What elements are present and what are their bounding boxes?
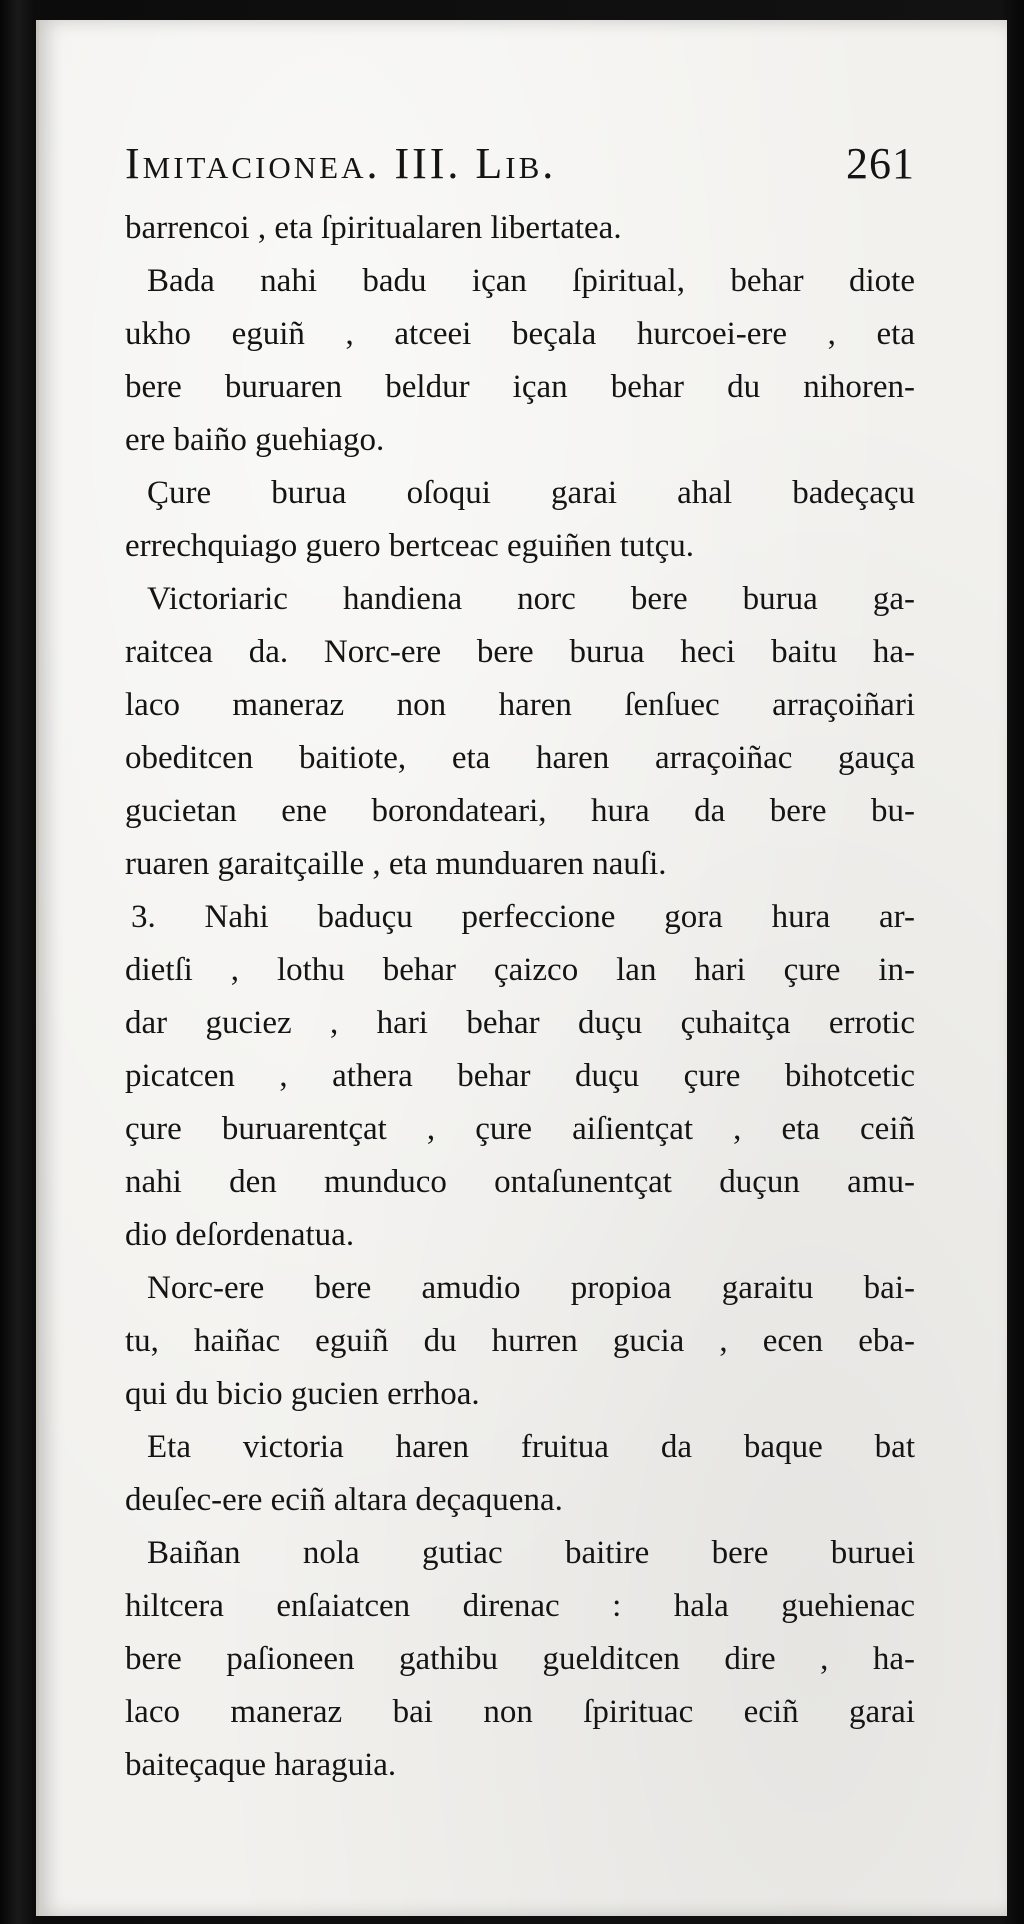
- text-line: Baiñan nola gutiac baitire bere buruei: [147, 1535, 915, 1571]
- text-line: baiteçaque haraguia.: [125, 1747, 397, 1783]
- text-line: bere buruaren beldur içan behar du nihoren-: [125, 369, 915, 405]
- text-line: 3. Nahi baduçu perfeccione gora hura ar-: [131, 899, 915, 935]
- running-head: [125, 138, 915, 200]
- text-line: gucietan ene borondateari, hura da bere bu-: [125, 793, 915, 829]
- text-line: laco maneraz bai non ſpirituac eciñ garai: [125, 1694, 915, 1730]
- text-line: laco maneraz non haren ſenſuec arraçoiñari: [125, 687, 915, 723]
- text-line: raitcea da. Norc-ere bere burua heci baitu ha-: [125, 634, 915, 670]
- text-line: obeditcen baitiote, eta haren arraçoiñac gauça: [125, 740, 915, 776]
- text-line: barrencoi , eta ſpiritualaren libertatea.: [125, 210, 622, 246]
- text-line: Eta victoria haren fruitua da baque bat: [147, 1429, 915, 1465]
- text-line: dietſi , lothu behar çaizco lan hari çure in-: [125, 952, 915, 988]
- text-line: dar guciez , hari behar duçu çuhaitça errotic: [125, 1005, 915, 1041]
- text-line: Victoriaric handiena norc bere burua ga-: [147, 581, 915, 617]
- text-line: ere baiño guehiago.: [125, 422, 385, 458]
- text-line: bere paſioneen gathibu guelditcen dire , ha-: [125, 1641, 915, 1677]
- text-line: ukho eguiñ , atceei beçala hurcoei-ere , eta: [125, 316, 915, 352]
- text-line: çure buruarentçat , çure aiſientçat , eta ceiñ: [125, 1111, 915, 1147]
- book-page: [36, 20, 1007, 1916]
- text-line: Çure burua oſoqui garai ahal badeçaçu: [147, 475, 915, 511]
- text-line: deuſec-ere eciñ altara deçaquena.: [125, 1482, 563, 1518]
- text-line: errechquiago guero bertceac eguiñen tutçu.: [125, 528, 694, 564]
- text-line: qui du bicio gucien errhoa.: [125, 1376, 480, 1412]
- page-text: [125, 138, 915, 1792]
- text-line: Bada nahi badu içan ſpiritual, behar diote: [147, 263, 915, 299]
- running-head-title: Imitacionea. III. Lib.: [125, 139, 557, 188]
- text-line: picatcen , athera behar duçu çure bihotcetic: [125, 1058, 915, 1094]
- text-line: Norc-ere bere amudio propioa garaitu bai-: [147, 1270, 915, 1306]
- page-number: 261: [846, 139, 915, 188]
- text-line: dio deſordenatua.: [125, 1217, 355, 1253]
- text-lines: [125, 202, 915, 1792]
- text-line: tu, haiñac eguiñ du hurren gucia , ecen eba-: [125, 1323, 915, 1359]
- text-line: ruaren garaitçaille , eta munduaren nauſi.: [125, 846, 667, 882]
- text-line: nahi den munduco ontaſunentçat duçun amu-: [125, 1164, 915, 1200]
- text-line: hiltcera enſaiatcen direnac : hala guehienac: [125, 1588, 915, 1624]
